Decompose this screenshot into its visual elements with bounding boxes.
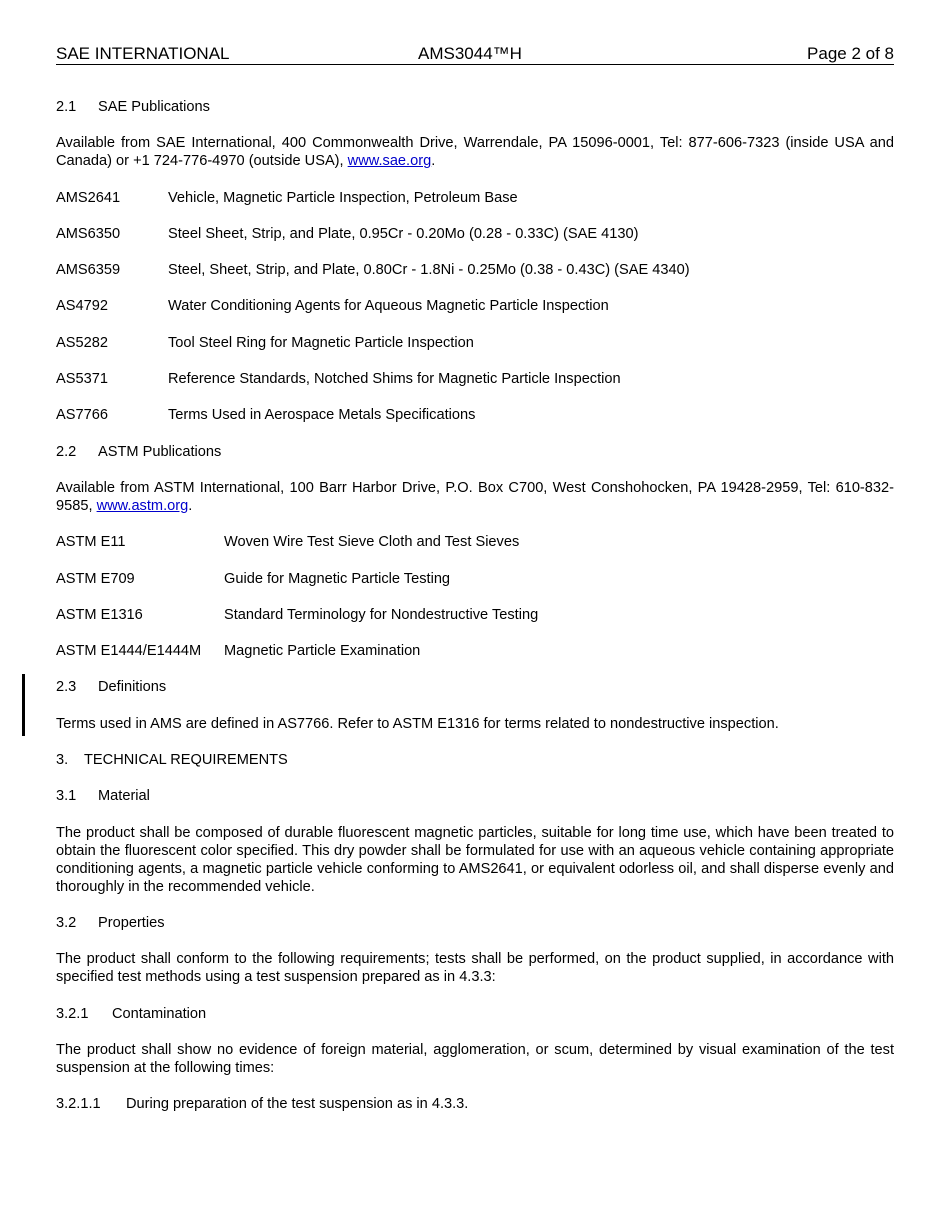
reference-code: ASTM E709 (56, 570, 135, 587)
reference-row (56, 606, 894, 624)
reference-code: ASTM E1444/E1444M (56, 643, 202, 660)
reference-title: Tool Steel Ring for Magnetic Particle Inspection (168, 334, 474, 351)
reference-code: AS4792 (56, 298, 108, 315)
reference-row (56, 406, 894, 424)
reference-code: AMS6350 (56, 225, 121, 242)
section-number: 3.2.1.1 (56, 1096, 101, 1113)
section-2-1-heading (56, 98, 894, 116)
section-3-1-heading (56, 787, 894, 805)
reference-row (56, 261, 894, 279)
sae-availability-paragraph (56, 134, 894, 170)
page-header (56, 44, 894, 65)
astm-website-link[interactable]: www.astm.org (96, 497, 189, 514)
sae-website-link[interactable]: www.sae.org (347, 153, 432, 170)
properties-paragraph: The product shall conform to the following requirements; tests shall be performed, on the product supplied, in accordance with specified test methods using a test suspension prepared as in 4.3.3: (56, 951, 894, 986)
astm-availability-text: Available from ASTM International, 100 Barr Harbor Drive, P.O. Box C700, West Conshohocken, PA 19428-2959, Tel: 610-832-9585, (56, 479, 894, 514)
section-3-2-heading (56, 914, 894, 932)
astm-availability-tail: . (188, 497, 193, 514)
reference-code: AMS6359 (56, 262, 121, 279)
definitions-paragraph: Terms used in AMS are defined in AS7766. Refer to ASTM E1316 for terms related to nondestructive inspection. (56, 715, 779, 732)
reference-title: Water Conditioning Agents for Aqueous Magnetic Particle Inspection (168, 298, 609, 315)
reference-title: Vehicle, Magnetic Particle Inspection, Petroleum Base (168, 189, 518, 206)
reference-code: ASTM E11 (56, 534, 126, 551)
section-number: 3.2 (56, 914, 77, 931)
item-text: During preparation of the test suspension as in 4.3.3. (126, 1096, 469, 1113)
reference-row (56, 334, 894, 352)
reference-title: Steel, Sheet, Strip, and Plate, 0.80Cr - 1.8Ni - 0.25Mo (0.38 - 0.43C) (SAE 4340) (168, 262, 690, 279)
revision-change-bar (22, 674, 25, 736)
section-2-3-heading (56, 678, 894, 696)
reference-title: Reference Standards, Notched Shims for Magnetic Particle Inspection (168, 371, 621, 388)
reference-code: ASTM E1316 (56, 606, 143, 623)
reference-code: AMS2641 (56, 189, 121, 206)
header-page-number: Page 2 of 8 (807, 44, 894, 63)
section-number: 3. (56, 752, 69, 769)
reference-code: AS7766 (56, 407, 108, 424)
reference-row (56, 370, 894, 388)
reference-row (56, 570, 894, 588)
material-paragraph: The product shall be composed of durable fluorescent magnetic particles, suitable for long time use, which have been treated to obtain the fluorescent color specified. This dry powder shall be formulated for use with an aqueous vehicle containing appropriate conditioning agents, a magnetic particle vehicle conforming to AMS2641, or equivalent odorless oil, and shall disperse evenly and thoroughly in the recommended vehicle. (56, 824, 894, 895)
header-organization: SAE INTERNATIONAL (56, 44, 230, 63)
sae-availability-text: Available from SAE International, 400 Commonwealth Drive, Warrendale, PA 15096-0001, Tel: 877-606-7323 (inside USA and Canada) or +1 724-776-4970 (outside USA), (56, 135, 894, 170)
header-document-number: AMS3044™H (418, 44, 522, 63)
reference-row (56, 225, 894, 243)
section-title: SAE Publications (98, 99, 210, 115)
reference-row (56, 533, 894, 551)
section-3-2-1-1-item (56, 1095, 894, 1113)
reference-title: Standard Terminology for Nondestructive Testing (224, 606, 539, 623)
section-2-2-heading (56, 443, 894, 461)
document-body (56, 98, 894, 1131)
section-title: Definitions (98, 679, 167, 696)
reference-title: Magnetic Particle Examination (224, 643, 421, 660)
section-3-heading (56, 751, 894, 769)
sae-availability-tail: . (431, 153, 436, 170)
section-title: Material (98, 788, 150, 805)
section-title: ASTM Publications (98, 443, 222, 460)
reference-row (56, 189, 894, 207)
section-number: 2.3 (56, 679, 77, 696)
section-title: TECHNICAL REQUIREMENTS (84, 752, 288, 769)
reference-title: Terms Used in Aerospace Metals Specifications (168, 407, 476, 424)
section-3-2-1-heading (56, 1005, 894, 1023)
contamination-paragraph: The product shall show no evidence of foreign material, agglomeration, or scum, determined by visual examination of the test suspension at the following times: (56, 1041, 894, 1076)
reference-row (56, 642, 894, 660)
section-number: 3.2.1 (56, 1005, 89, 1022)
reference-title: Woven Wire Test Sieve Cloth and Test Sieves (224, 534, 520, 551)
section-number: 3.1 (56, 788, 77, 805)
section-number: 2.2 (56, 443, 77, 460)
reference-code: AS5371 (56, 371, 108, 388)
section-title: Properties (98, 914, 165, 931)
astm-availability-paragraph (56, 479, 894, 515)
reference-row (56, 297, 894, 315)
section-number: 2.1 (56, 99, 77, 115)
reference-code: AS5282 (56, 334, 108, 351)
reference-title: Steel Sheet, Strip, and Plate, 0.95Cr - 0.20Mo (0.28 - 0.33C) (SAE 4130) (168, 225, 639, 242)
section-title: Contamination (112, 1005, 207, 1022)
reference-title: Guide for Magnetic Particle Testing (224, 570, 451, 587)
